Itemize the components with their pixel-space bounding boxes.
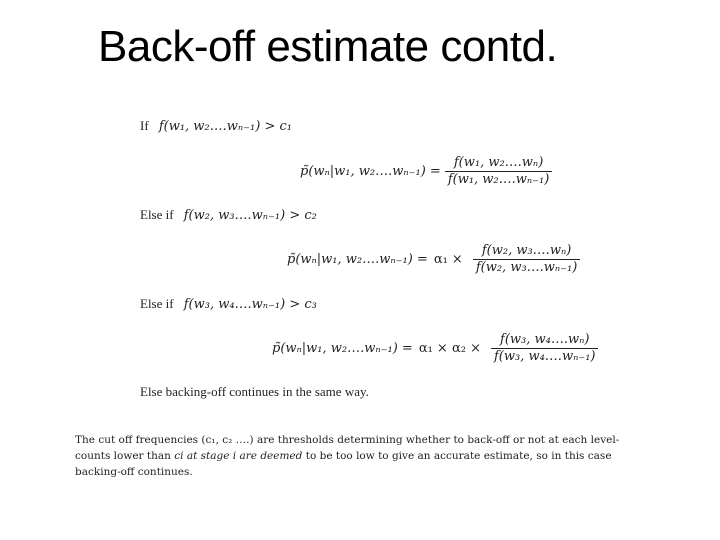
fraction-denominator: f(w₂, w₃….wₙ₋₁) xyxy=(475,260,578,275)
equation-1 xyxy=(300,155,556,188)
fraction-numerator: f(w₃, w₄….wₙ) xyxy=(500,332,590,347)
condition-1 xyxy=(140,118,292,134)
condition-2 xyxy=(140,207,317,223)
fraction xyxy=(491,332,599,365)
equation-3 xyxy=(272,332,602,365)
equation-2 xyxy=(287,243,584,276)
condition-keyword: Else if xyxy=(140,296,174,311)
equation-lhs: p̃(wₙ|w₁, w₂….wₙ₋₁) = xyxy=(300,164,441,179)
slide-title: Back-off estimate contd. xyxy=(98,22,558,71)
condition-keyword: Else if xyxy=(140,207,174,222)
footnote-text: The cut off frequencies (c₁, c₂ ….) are thresholds determining whether to back-off or not at each level- counts lower than xyxy=(75,434,620,462)
fraction-numerator: f(w₂, w₃….wₙ) xyxy=(481,243,572,258)
final-line xyxy=(140,384,375,400)
fraction-denominator: f(w₁, w₂….wₙ₋₁) xyxy=(447,172,550,187)
condition-3 xyxy=(140,296,317,312)
equation-lhs: p̃(wₙ|w₁, w₂….wₙ₋₁) = xyxy=(287,252,428,267)
equation-factor: α₁ × α₂ × xyxy=(418,341,481,356)
condition-expression: f(w₁, w₂….wₙ₋₁) > c₁ xyxy=(158,119,292,134)
footnote-italic: ci at stage i are deemed xyxy=(174,450,303,462)
equation-lhs: p̃(wₙ|w₁, w₂….wₙ₋₁) = xyxy=(272,341,413,356)
fraction-numerator: f(w₁, w₂….wₙ) xyxy=(453,155,544,170)
footnote-text-end: to be too low to give an accurate estimate, so in this case backing-off continues. xyxy=(75,450,612,478)
fraction-denominator: f(w₃, w₄….wₙ₋₁) xyxy=(493,349,596,364)
fraction xyxy=(445,155,553,188)
final-line-text: Else backing-off continues in the same way. xyxy=(140,384,369,399)
fraction xyxy=(473,243,581,276)
condition-expression: f(w₃, w₄….wₙ₋₁) > c₃ xyxy=(183,297,317,312)
condition-keyword: If xyxy=(140,118,149,133)
footnote xyxy=(75,432,645,480)
condition-expression: f(w₂, w₃….wₙ₋₁) > c₂ xyxy=(183,208,317,223)
equation-factor: α₁ × xyxy=(433,252,463,267)
